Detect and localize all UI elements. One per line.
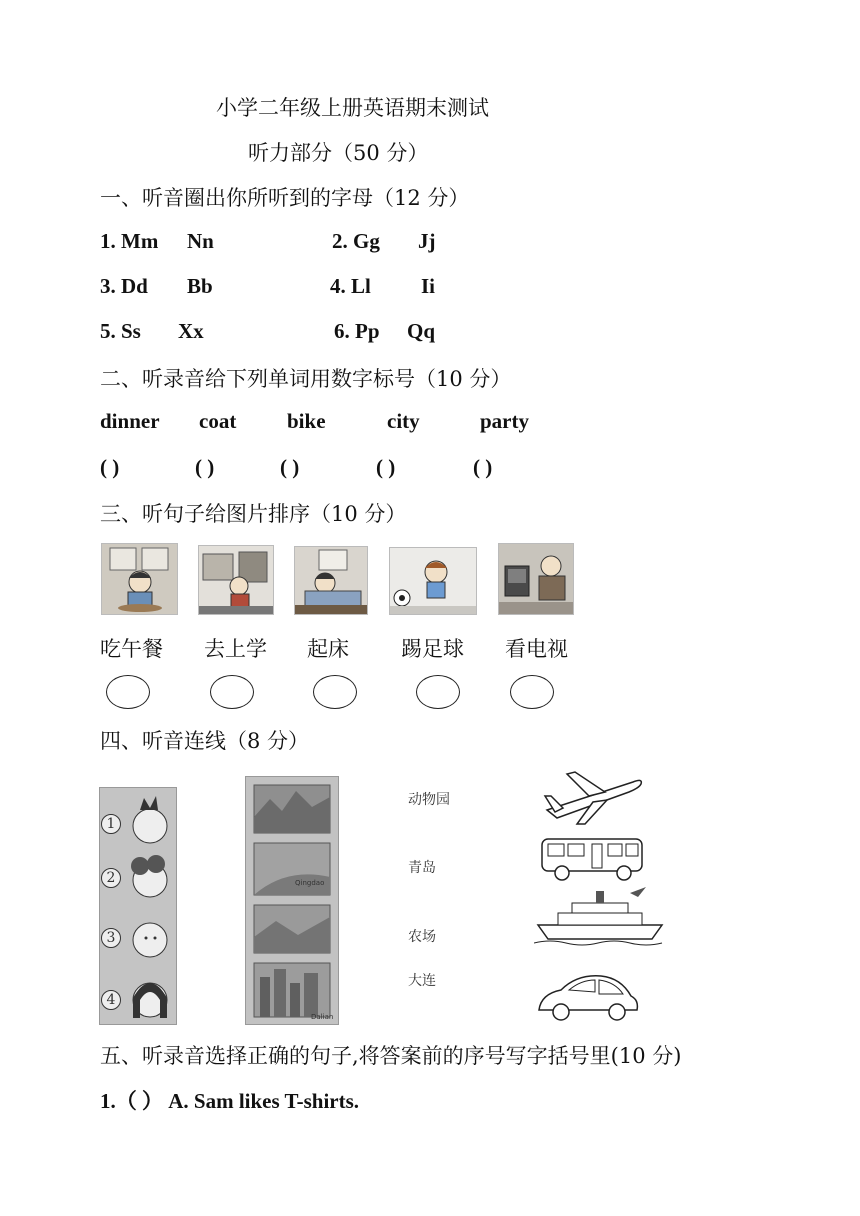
page-subtitle: 听力部分（50 分） <box>248 141 429 165</box>
label-play-football: 踢足球 <box>401 637 464 661</box>
answer-oval-5[interactable] <box>510 675 554 709</box>
letter-item-6-a: 6. Pp <box>334 319 380 343</box>
face-number-1: 1 <box>101 814 121 834</box>
answer-oval-3[interactable] <box>313 675 357 709</box>
picture-get-up <box>294 546 368 615</box>
word-coat: coat <box>199 409 237 433</box>
letter-item-4-b: Ii <box>421 274 436 298</box>
letter-item-1-b: Nn <box>187 229 214 253</box>
answer-oval-2[interactable] <box>210 675 254 709</box>
places-strip <box>245 776 339 1025</box>
picture-go-to-school <box>198 545 274 615</box>
answer-blank-2[interactable]: ( ) <box>195 455 215 479</box>
picture-watch-tv <box>498 543 574 615</box>
place-zoo: 动物园 <box>408 792 450 808</box>
picture-play-football <box>389 547 477 615</box>
answer-blank-5[interactable]: ( ) <box>473 455 493 479</box>
letter-item-3-b: Bb <box>187 274 213 298</box>
letter-item-1-a: 1. Mm <box>100 229 159 253</box>
word-party: party <box>480 409 529 433</box>
letter-item-2-b: Jj <box>418 229 436 253</box>
answer-oval-4[interactable] <box>416 675 460 709</box>
place-qingdao: 青岛 <box>408 860 436 876</box>
ship-icon <box>534 885 666 947</box>
word-city: city <box>387 409 420 433</box>
answer-blank-3[interactable]: ( ) <box>280 455 300 479</box>
letter-item-3-a: 3. Dd <box>100 274 148 298</box>
letter-item-6-b: Qq <box>407 319 436 343</box>
face-number-2: 2 <box>101 868 121 888</box>
question-1: 1.（ ） A. Sam likes T-shirts. <box>100 1089 360 1113</box>
label-go-to-school: 去上学 <box>204 637 267 661</box>
label-watch-tv: 看电视 <box>505 637 568 661</box>
letter-item-5-a: 5. Ss <box>100 319 141 343</box>
section-3-heading: 三、听句子给图片排序（10 分） <box>100 502 407 526</box>
answer-blank-4[interactable]: ( ) <box>376 455 396 479</box>
car-icon <box>533 968 643 1024</box>
page-title: 小学二年级上册英语期末测试 <box>216 96 489 120</box>
answer-blank-1[interactable]: ( ) <box>100 455 120 479</box>
word-bike: bike <box>287 409 326 433</box>
answer-oval-1[interactable] <box>106 675 150 709</box>
place-dalian: 大连 <box>408 973 436 989</box>
face-number-4: 4 <box>101 990 121 1010</box>
face-number-3: 3 <box>101 928 121 948</box>
section-4-heading: 四、听音连线（8 分） <box>100 729 310 753</box>
section-2-heading: 二、听录音给下列单词用数字标号（10 分） <box>100 367 512 391</box>
letter-item-4-a: 4. Ll <box>330 274 371 298</box>
photo-caption-dalian: Dalian <box>311 1013 334 1021</box>
letter-item-5-b: Xx <box>178 319 204 343</box>
section-5-heading: 五、听录音选择正确的句子,将答案前的序号写字括号里(10 分) <box>100 1044 682 1068</box>
word-dinner: dinner <box>100 409 160 433</box>
label-get-up: 起床 <box>307 637 349 661</box>
bus-icon <box>538 833 648 885</box>
letter-item-2-a: 2. Gg <box>332 229 380 253</box>
plane-icon <box>537 766 647 826</box>
label-eat-lunch: 吃午餐 <box>100 637 163 661</box>
photo-caption-qingdao: Qingdao <box>295 879 325 887</box>
place-farm: 农场 <box>408 929 436 945</box>
picture-eat-lunch <box>101 543 178 615</box>
section-1-heading: 一、听音圈出你所听到的字母（12 分） <box>100 186 470 210</box>
